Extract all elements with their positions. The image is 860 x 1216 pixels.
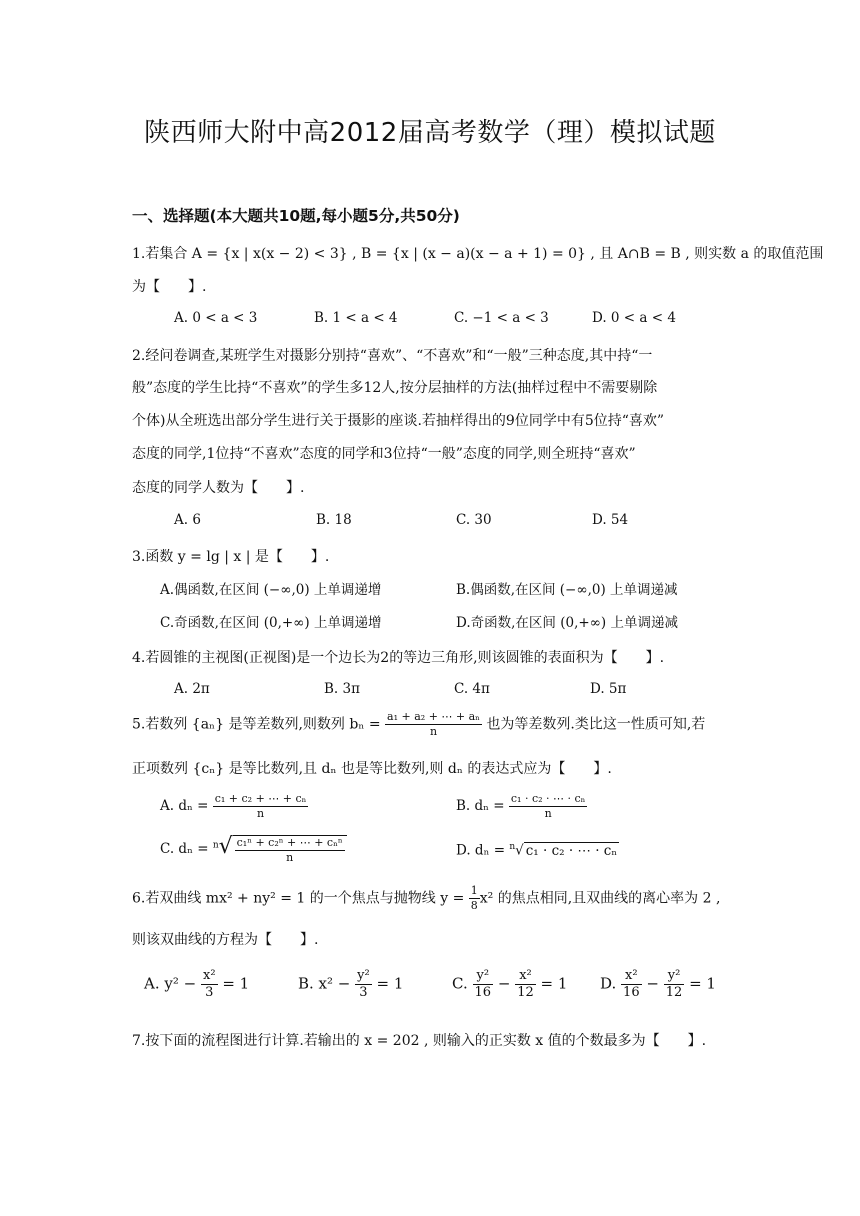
denominator: 16 <box>623 985 640 1000</box>
numerator: x² <box>515 968 536 985</box>
denominator: 12 <box>517 985 534 1000</box>
question-1-option-a: A. 0 < a < 3 <box>174 310 258 326</box>
question-2-line-3: 个体)从全班选出部分学生进行关于摄影的座谈.若抽样得出的9位同学中有5位持“喜欢” <box>132 413 665 429</box>
question-5-line-1-lead: 5.若数列 {aₙ} 是等差数列,则数列 <box>132 716 345 733</box>
question-3-option-b: B.偶函数,在区间 (−∞,0) 上单调递减 <box>456 582 678 598</box>
root-index: n <box>509 842 516 852</box>
option-label: B. x² − <box>298 974 351 993</box>
bn-numerator: a₁ + a₂ + ⋯ + aₙ <box>387 710 480 723</box>
bn-denominator: n <box>429 725 438 738</box>
question-6-option-b <box>298 968 403 1001</box>
question-2-line-2: 般”态度的学生比持“不喜欢”的学生多12人,按分层抽样的方法(抽样过程中不需要剔除 <box>132 380 658 396</box>
question-6-line-1-tail: 的焦点相同,且双曲线的离心率为 2 , <box>497 890 721 907</box>
denominator: n <box>257 807 265 820</box>
question-5-option-d <box>456 842 619 859</box>
radical-sign: √ <box>218 834 233 859</box>
option-label: C. dₙ = <box>160 841 209 857</box>
question-1-option-b: B. 1 < a < 4 <box>314 310 398 326</box>
numerator: y² <box>357 968 370 983</box>
bn-lhs: bₙ = <box>349 716 381 733</box>
option-tail: = 1 <box>222 974 250 993</box>
question-2-line-4: 态度的同学,1位持“不喜欢”态度的同学和3位持“一般”态度的同学,则全班持“喜欢” <box>132 446 636 462</box>
question-6-option-a <box>144 968 249 1001</box>
numerator: y² <box>473 968 494 985</box>
numerator: c₁ · c₂ · ⋯ · cₙ <box>510 792 586 805</box>
question-6-option-c <box>452 968 567 1001</box>
question-1-line-1: 1.若集合 A = {x | x(x − 2) < 3} , B = {x | (x − a)(x − a + 1) = 0} , 且 A∩B = B , 则实数 a 的取值范围 <box>132 246 824 262</box>
question-6-line-1-lead: 6.若双曲线 mx² + ny² = 1 的一个焦点与抛物线 <box>132 890 436 907</box>
option-fraction-2 <box>664 968 685 1001</box>
denominator: n <box>286 850 294 864</box>
denominator: 3 <box>205 985 214 1000</box>
question-3-option-c: C.奇函数,在区间 (0,+∞) 上单调递增 <box>160 615 382 631</box>
option-fraction-1 <box>473 968 494 1001</box>
question-2-option-a: A. 6 <box>174 512 201 528</box>
denominator: n <box>544 807 552 820</box>
question-2-option-c: C. 30 <box>456 512 492 528</box>
option-tail: = 1 <box>376 974 404 993</box>
option-label: A. y² − <box>144 974 197 993</box>
numerator: 1 <box>470 884 478 897</box>
option-tail: = 1 <box>689 974 716 993</box>
minus-sign: − <box>497 974 511 993</box>
numerator: c₁ + c₂ + ⋯ + cₙ <box>214 792 307 805</box>
section-heading: 一、选择题(本大题共10题,每小题5分,共50分) <box>132 207 460 225</box>
denominator: 8 <box>470 899 478 912</box>
question-6-line-2: 则该双曲线的方程为【 】. <box>132 932 319 948</box>
question-5-option-c <box>160 834 347 865</box>
option-label: A. dₙ = <box>160 798 209 814</box>
question-6-option-d <box>600 968 716 1001</box>
option-fraction <box>355 968 372 1001</box>
numerator: x² <box>621 968 642 985</box>
question-4-option-d: D. 5π <box>590 681 627 697</box>
question-5-line-1-tail: 也为等差数列.类比这一性质可知,若 <box>486 716 706 733</box>
question-4-option-c: C. 4π <box>454 681 490 697</box>
denominator: 16 <box>474 985 492 1000</box>
parabola-tail: x² <box>479 890 494 907</box>
parabola-fraction <box>469 884 480 913</box>
question-4-option-a: A. 2π <box>174 681 210 697</box>
question-3-line-1: 3.函数 y = lg | x | 是【 】. <box>132 549 330 565</box>
question-3-option-d: D.奇函数,在区间 (0,+∞) 上单调递减 <box>456 615 678 631</box>
question-5-option-a <box>160 792 308 821</box>
question-1-option-d: D. 0 < a < 4 <box>592 310 676 326</box>
numerator: x² <box>202 968 216 983</box>
question-1-option-c: C. −1 < a < 3 <box>454 310 549 326</box>
question-4-option-b: B. 3π <box>324 681 360 697</box>
question-2-option-b: B. 18 <box>316 512 352 528</box>
bn-fraction <box>385 710 482 739</box>
numerator: c₁ⁿ + c₂ⁿ + ⋯ + cₙⁿ <box>236 835 343 849</box>
option-fraction <box>509 792 588 821</box>
radicand: c₁ · c₂ · ⋯ · cₙ <box>525 842 618 859</box>
question-1-line-2: 为【 】. <box>132 279 207 295</box>
question-2-option-d: D. 54 <box>592 512 629 528</box>
option-label: C. <box>452 974 468 993</box>
option-fraction <box>201 968 218 1001</box>
question-3-option-a: A.偶函数,在区间 (−∞,0) 上单调递增 <box>160 582 382 598</box>
numerator: y² <box>664 968 685 985</box>
question-5-line-2: 正项数列 {cₙ} 是等比数列,且 dₙ 也是等比数列,则 dₙ 的表达式应为【 】. <box>132 761 612 777</box>
question-6-line-1 <box>132 884 720 913</box>
option-fraction-2 <box>515 968 536 1001</box>
question-5-line-1 <box>132 710 705 739</box>
option-label: D. dₙ = <box>456 842 506 859</box>
radical-sign: √ <box>515 842 524 859</box>
radicand-fraction <box>233 835 347 865</box>
denominator: 3 <box>359 985 368 1000</box>
question-5-option-b <box>456 792 587 821</box>
option-tail: = 1 <box>540 974 568 993</box>
option-label: D. <box>600 974 617 993</box>
root-index: n <box>212 840 219 851</box>
minus-sign: − <box>646 974 659 993</box>
denominator: 12 <box>665 985 683 1000</box>
question-7-line-1: 7.按下面的流程图进行计算.若输出的 x = 202 , 则输入的正实数 x 值的个数最多为【 】. <box>132 1033 707 1049</box>
parabola-lhs: y = <box>440 890 465 907</box>
page-title: 陕西师大附中高2012届高考数学（理）模拟试题 <box>144 118 716 148</box>
option-fraction <box>213 792 309 821</box>
option-fraction-1 <box>621 968 642 1001</box>
question-2-line-5: 态度的同学人数为【 】. <box>132 480 305 496</box>
option-label: B. dₙ = <box>456 798 505 814</box>
question-4-line-1: 4.若圆锥的主视图(正视图)是一个边长为2的等边三角形,则该圆锥的表面积为【 】. <box>132 650 665 666</box>
question-2-line-1: 2.经问卷调查,某班学生对摄影分别持“喜欢”、“不喜欢”和“一般”三种态度,其中持“一 <box>132 348 653 364</box>
